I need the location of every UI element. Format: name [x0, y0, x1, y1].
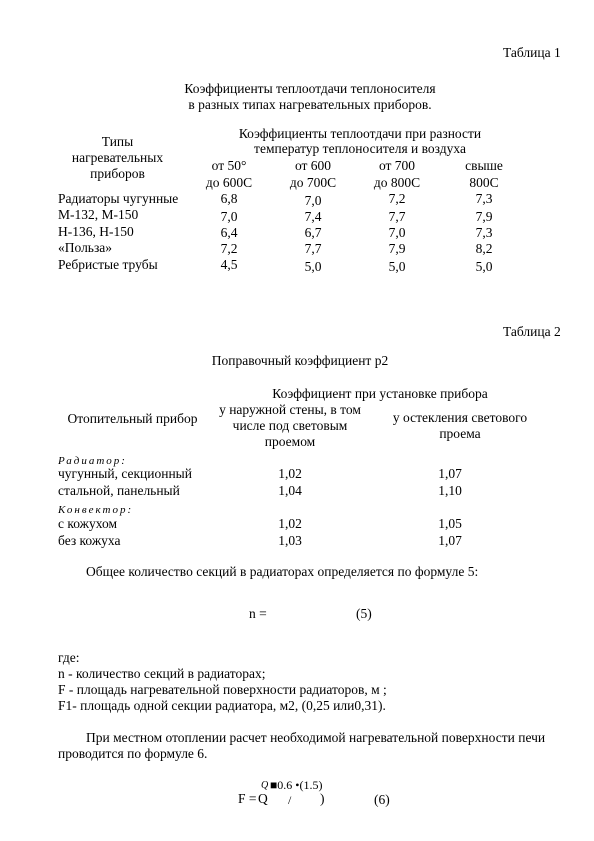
table-cell: 7,3: [475, 225, 493, 240]
table1-label: Таблица 1: [503, 45, 561, 60]
table-cell: 1,07: [438, 533, 462, 548]
formula5-lhs: n =: [249, 606, 267, 621]
table2-col1-header: Отопительный прибор: [67, 411, 198, 426]
table-row-name: «Польза»: [58, 240, 113, 255]
table-cell: 7,2: [388, 191, 406, 206]
table1-col1-header-1: от 50°: [211, 158, 247, 173]
table-cell: 7,0: [304, 193, 322, 208]
table-row-name: Радиаторы чугунные: [58, 191, 179, 206]
table-row-name: без кожуха: [58, 533, 121, 548]
table-cell: 1,02: [278, 466, 302, 481]
formula5-number: (5): [356, 606, 372, 621]
table-cell: 5,0: [475, 259, 493, 274]
table-cell: 7,0: [220, 209, 238, 224]
formula6-lhs: F =: [238, 791, 257, 806]
table-cell: 7,0: [388, 225, 406, 240]
table1-col2-header-1: от 600: [294, 158, 332, 173]
table1-col4-header-1: свыше: [465, 158, 503, 173]
table2-group-header: Коэффициент при установке прибора: [272, 386, 488, 401]
table-cell: 7,9: [388, 241, 406, 256]
formula6-paren: ): [320, 791, 325, 806]
table-cell: 6,8: [220, 191, 238, 206]
table-cell: 1,10: [438, 483, 462, 498]
table-cell: 7,3: [475, 191, 493, 206]
table1-col-types-header-2: нагревательных: [71, 150, 164, 165]
table-cell: 6,7: [304, 225, 322, 240]
table-cell: 7,2: [220, 241, 238, 256]
table1-col4-header-2: 800С: [469, 175, 499, 190]
formula6-slash: /: [288, 793, 292, 807]
table1-group-header-2: температур теплоносителя и воздуха: [254, 141, 466, 156]
paragraph-formula5-intro: Общее количество секций в радиаторах определяется по формуле 5:: [86, 564, 479, 579]
table-row-name: Ребристые трубы: [58, 257, 158, 272]
table1-col2-header-2: до 700С: [289, 175, 337, 190]
table-cell: 7,7: [304, 241, 322, 256]
table-row-name: стальной, панельный: [58, 483, 180, 498]
formula6-q-main: Q: [258, 791, 268, 806]
table-cell: 5,0: [304, 259, 322, 274]
definition-n: n - количество секций в радиаторах;: [58, 666, 266, 681]
definition-f1: F1- площадь одной секции радиатора, м2, (0,25 или0,31).: [58, 698, 386, 713]
table-row-name: чугунный, секционный: [58, 466, 192, 481]
table1-title-line2: в разных типах нагревательных приборов.: [188, 97, 432, 112]
formula6-numerator: ■0.6 •(1.5): [270, 778, 323, 792]
paragraph-formula6-intro-1: При местном отоплении расчет необходимой нагревательной поверхности печи: [86, 730, 546, 745]
group-label-convector: Конвектор:: [58, 504, 134, 516]
group-label-radiator: Радиатор:: [58, 455, 127, 467]
table-cell: 1,07: [438, 466, 462, 481]
table-cell: 7,9: [475, 209, 493, 224]
table-cell: 4,5: [220, 257, 238, 272]
table1-col-types-header-1: Типы: [101, 134, 134, 149]
table1-col3-header-1: от 700: [378, 158, 416, 173]
formula6-q-top: Q: [261, 780, 269, 791]
table-cell: 7,7: [388, 209, 406, 224]
formula6-number: (6): [374, 792, 390, 807]
table-cell: 1,04: [278, 483, 302, 498]
table-cell: 1,03: [278, 533, 302, 548]
table1-col-types-header-3: приборов: [90, 166, 145, 181]
definition-f: F - площадь нагревательной поверхности радиаторов, м ;: [58, 682, 387, 697]
table2-col2-header-1: у наружной стены, в том: [219, 402, 361, 417]
table-row-name: М-132, М-150: [58, 207, 139, 222]
table1-col3-header-2: до 800С: [373, 175, 421, 190]
table-cell: 6,4: [220, 225, 238, 240]
table2-col3-header-1: у остекления светового: [392, 410, 528, 425]
where-label: где:: [58, 650, 80, 665]
table2-label: Таблица 2: [503, 324, 561, 339]
table-cell: 1,05: [438, 516, 462, 531]
table-cell: 7,4: [304, 209, 322, 224]
table-cell: 8,2: [475, 241, 493, 256]
table-row-name: с кожухом: [58, 516, 118, 531]
table-row-name: Н-136, Н-150: [58, 224, 134, 239]
table2-col2-header-2: числе под световым: [232, 418, 348, 433]
table-cell: 1,02: [278, 516, 302, 531]
table1-group-header-1: Коэффициенты теплоотдачи при разности: [238, 126, 482, 141]
table2-title: Поправочный коэффициент р2: [211, 353, 389, 368]
table1-title-line1: Коэффициенты теплоотдачи теплоносителя: [184, 81, 436, 96]
table-cell: 5,0: [388, 259, 406, 274]
paragraph-formula6-intro-2: проводится по формуле 6.: [58, 746, 208, 761]
table2-col2-header-3: проемом: [264, 434, 316, 449]
table2-col3-header-2: проема: [439, 426, 481, 441]
table1-col1-header-2: до 600С: [205, 175, 253, 190]
